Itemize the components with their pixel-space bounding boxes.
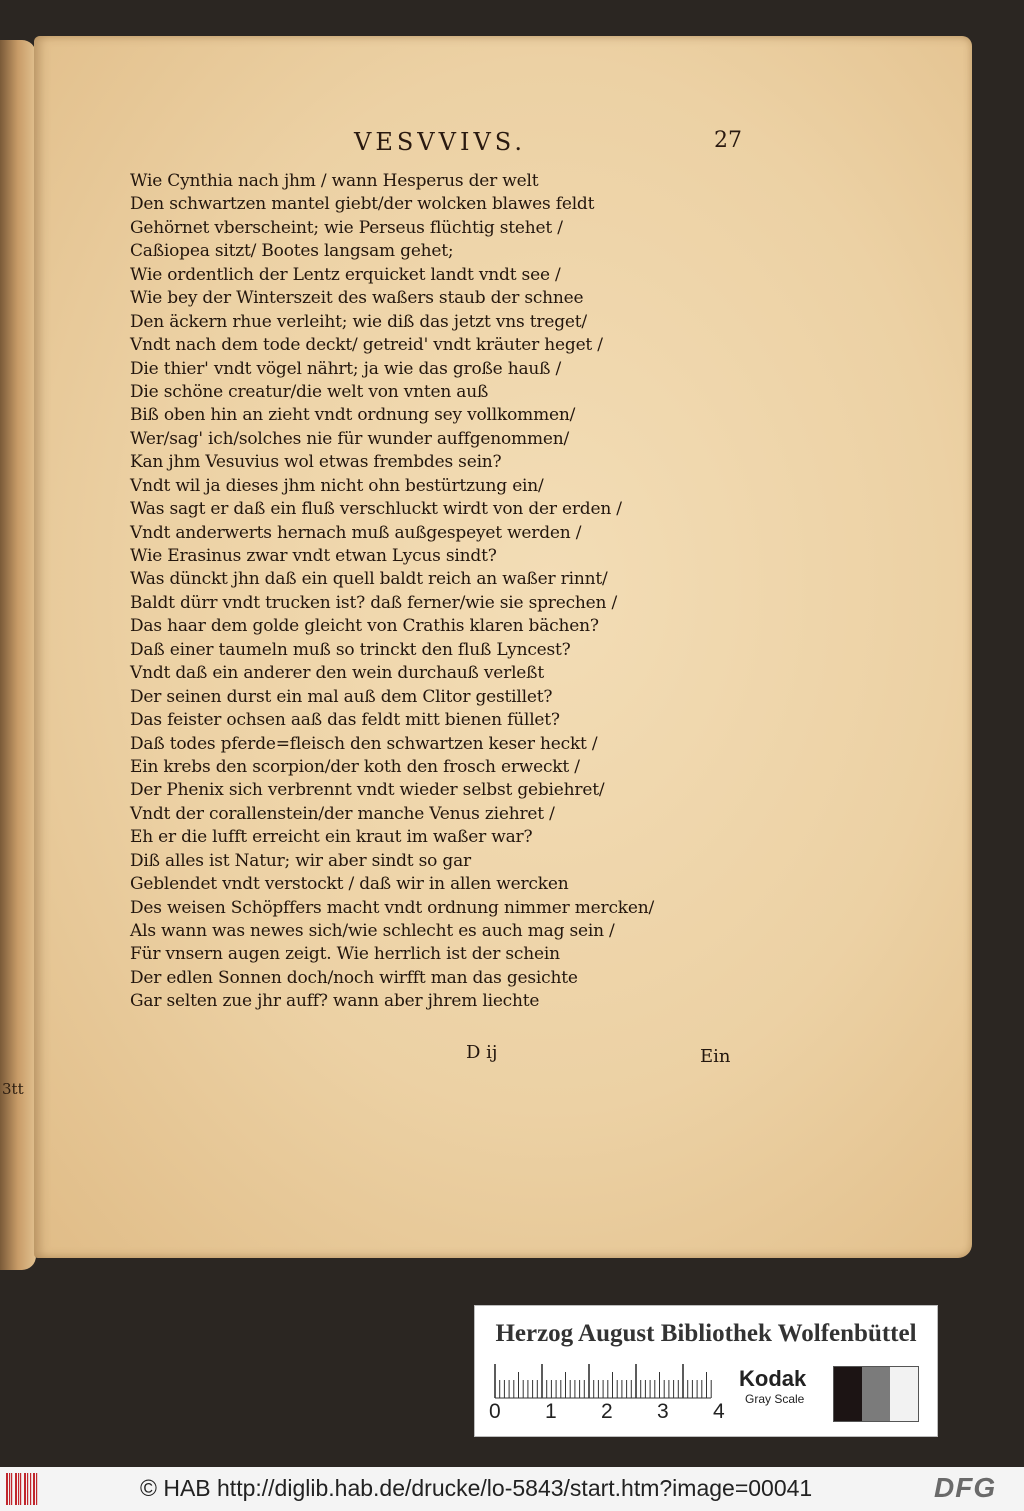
barcode-bar [6,1473,8,1505]
verse-line: Ein krebs den scorpion/der koth den frosch erweckt / [130,756,580,777]
ruler-numbers [481,1400,731,1426]
verse-line: Vndt der corallenstein/der manche Venus ziehret / [130,803,555,824]
verse-line: Wie bey der Winterszeit des waßers staub der schnee [130,288,584,309]
gray-patch [862,1367,890,1421]
ruler-number: 0 [489,1400,501,1423]
left-page-fragment: 3tt [2,1080,24,1098]
barcode-bar [15,1473,17,1505]
verse-line: Das haar dem golde gleicht von Crathis klaren bächen? [130,616,599,637]
kodak-logo: Kodak [739,1366,807,1391]
verse-line: Der edlen Sonnen doch/noch wirfft man das gesichte [130,967,578,988]
running-head: VESVVIVS. [354,128,526,156]
verse-line: Die schöne creatur/die welt von vnten auß [130,381,489,402]
verse-line: Wie ordentlich der Lentz erquicket landt vndt see / [130,264,561,285]
verse-text [130,170,750,1014]
verse-line: Den äckern rhue verleiht; wie diß das jetzt vns treget/ [130,311,587,332]
signature-mark: D ij [466,1042,498,1063]
verse-line: Der Phenix sich verbrennt vndt wieder selbst gebiehret/ [130,780,605,801]
gray-patch [834,1367,862,1421]
verse-line: Wie Erasinus zwar vndt etwan Lycus sindt? [130,546,497,566]
verse-line: Das feister ochsen aaß das feldt mitt bienen füllet? [130,710,560,731]
verse-line: Gar selten zue jhr auff? wann aber jhrem liechte [130,991,540,1012]
verse-line: Baldt dürr vndt trucken ist? daß ferner/wie sie sprechen / [130,592,617,613]
verse-line: Was sagt er daß ein fluß verschluckt wirdt von der erden / [130,499,622,520]
verse-line: Vndt daß ein anderer den wein durchauß verleßt [130,663,544,684]
verse-line: Vndt wil ja dieses jhm nicht ohn bestürtzung ein/ [130,475,544,496]
verse-line: Kan jhm Vesuvius wol etwas frembdes sein? [130,452,502,473]
footer-bar [0,1467,1024,1511]
library-title: Herzog August Bibliothek Wolfenbüttel [495,1320,917,1347]
book-page [34,36,972,1258]
verse-line: Den schwartzen mantel giebt/der wolcken blawes feldt [130,194,595,215]
catchword: Ein [700,1046,731,1067]
verse-line: Biß oben hin an zieht vndt ordnung sey vollkommen/ [130,405,576,426]
ruler-number: 3 [657,1400,669,1423]
barcode-bar [33,1473,35,1505]
ruler-number: 4 [713,1400,725,1423]
barcode-bar [30,1473,31,1505]
verse-line: Eh er die lufft erreicht ein kraut im waßer war? [130,827,533,848]
verse-line: Daß todes pferde=fleisch den schwartzen keser heckt / [130,733,598,754]
barcode-bar [9,1473,10,1505]
verse-line: Für vnsern augen zeigt. Wie herrlich ist der schein [130,944,560,965]
left-page-edge [0,40,36,1270]
barcode-bar [11,1473,12,1505]
ruler-number: 1 [545,1400,557,1423]
gray-scale-caption: Gray Scale [745,1392,805,1406]
barcode-bar [24,1473,26,1505]
verse-line: Daß einer taumeln muß so trinckt den fluß Lyncest? [130,639,571,660]
verse-line: Geblendet vndt verstockt / daß wir in allen wercken [130,874,569,895]
verse-line: Als wann was newes sich/wie schlecht es auch mag sein / [130,921,615,941]
ruler-scale [487,1360,727,1400]
barcode-bar [20,1473,21,1505]
page-number: 27 [714,128,742,153]
ruler-number: 2 [601,1400,613,1423]
barcode-icon [6,1471,40,1507]
verse-line: Caßiopea sitzt/ Bootes langsam gehet; [130,241,454,262]
gray-patch [890,1367,918,1421]
gray-scale-patches [833,1366,919,1422]
verse-line: Wer/sag' ich/solches nie für wunder auffgenommen/ [130,428,570,449]
verse-line: Die thier' vndt vögel nährt; ja wie das große hauß / [130,358,562,379]
barcode-bar [36,1473,37,1505]
verse-line: Der seinen durst ein mal auß dem Clitor gestillet? [130,686,553,707]
verse-line: Vndt anderwerts hernach muß außgespeyet werden / [130,522,582,543]
library-scale-label [474,1305,938,1437]
barcode-bar [18,1473,19,1505]
dfg-logo: DFG [934,1472,997,1503]
verse-line: Vndt nach dem tode deckt/ getreid' vndt kräuter heget / [130,335,603,356]
verse-line: Wie Cynthia nach jhm / wann Hesperus der welt [130,171,539,191]
copyright-link[interactable]: © HAB http://diglib.hab.de/drucke/lo-5843/start.htm?image=00041 [140,1475,813,1501]
verse-line: Des weisen Schöpffers macht vndt ordnung nimmer mercken/ [130,897,655,918]
barcode-bar [27,1473,28,1505]
verse-line: Diß alles ist Natur; wir aber sindt so gar [130,850,471,871]
verse-line: Gehörnet vberscheint; wie Perseus flüchtig stehet / [130,217,563,238]
verse-line: Was dünckt jhn daß ein quell baldt reich an waßer rinnt/ [130,569,608,590]
